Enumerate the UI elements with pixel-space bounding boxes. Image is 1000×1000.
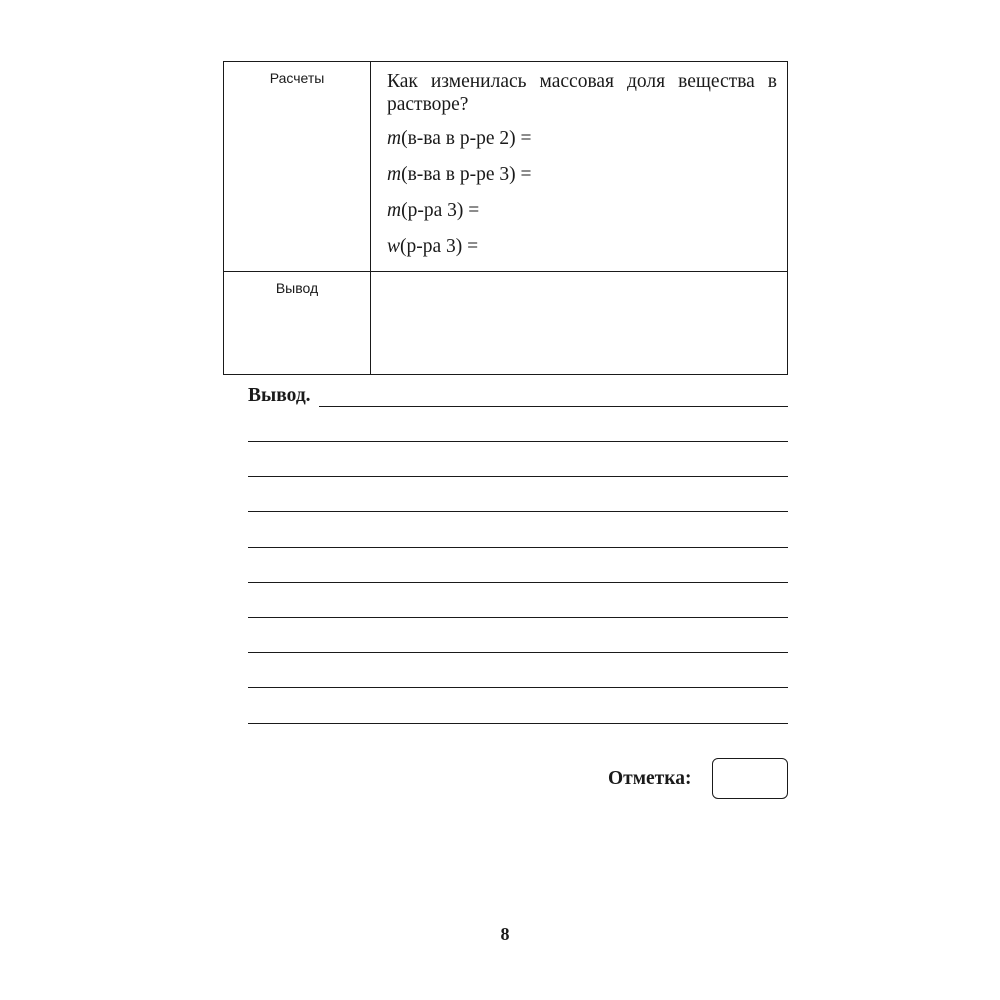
formula-variable: m: [387, 200, 402, 221]
writing-line[interactable]: [248, 617, 788, 618]
writing-line[interactable]: [248, 652, 788, 653]
grade-box[interactable]: [712, 758, 788, 799]
conclusion-cell[interactable]: [371, 272, 788, 375]
page-number: 8: [500, 924, 510, 944]
conclusion-label: Вывод: [224, 272, 371, 375]
writing-line[interactable]: [248, 547, 788, 548]
formula-variable: m: [387, 164, 402, 185]
calculations-cell[interactable]: [371, 62, 788, 272]
formula-expression: (р-ра 3) =: [401, 200, 480, 221]
writing-line[interactable]: [248, 687, 788, 688]
calculation-table: [223, 61, 788, 375]
conclusion-title: Вывод.: [248, 385, 311, 406]
conclusion-section: [248, 385, 788, 407]
formula-variable: w: [387, 236, 401, 257]
conclusion-first-line: [248, 385, 788, 407]
table-row-calculations: [224, 62, 788, 272]
question-text: Как изменилась массовая доля вещества в растворе?: [387, 71, 777, 115]
formula-variable: m: [387, 128, 402, 149]
writing-line[interactable]: [248, 582, 788, 583]
writing-line[interactable]: [248, 723, 788, 724]
calculations-label: Расчеты: [224, 62, 371, 272]
formula-expression: (в-ва в р-ре 3) =: [401, 164, 532, 185]
writing-line[interactable]: [248, 476, 788, 477]
grade-label: Отметка:: [608, 768, 692, 789]
formula-mass-fraction-solution-3: [387, 235, 777, 258]
formula-mass-solution-3: [387, 199, 777, 222]
formula-mass-solute-solution-3: [387, 163, 777, 186]
writing-line[interactable]: [319, 406, 788, 407]
formula-expression: (р-ра 3) =: [400, 236, 479, 257]
writing-line[interactable]: [248, 441, 788, 442]
table-row-conclusion: [224, 272, 788, 375]
formula-expression: (в-ва в р-ре 2) =: [401, 128, 532, 149]
formula-mass-solute-solution-2: [387, 127, 777, 150]
writing-line[interactable]: [248, 511, 788, 512]
